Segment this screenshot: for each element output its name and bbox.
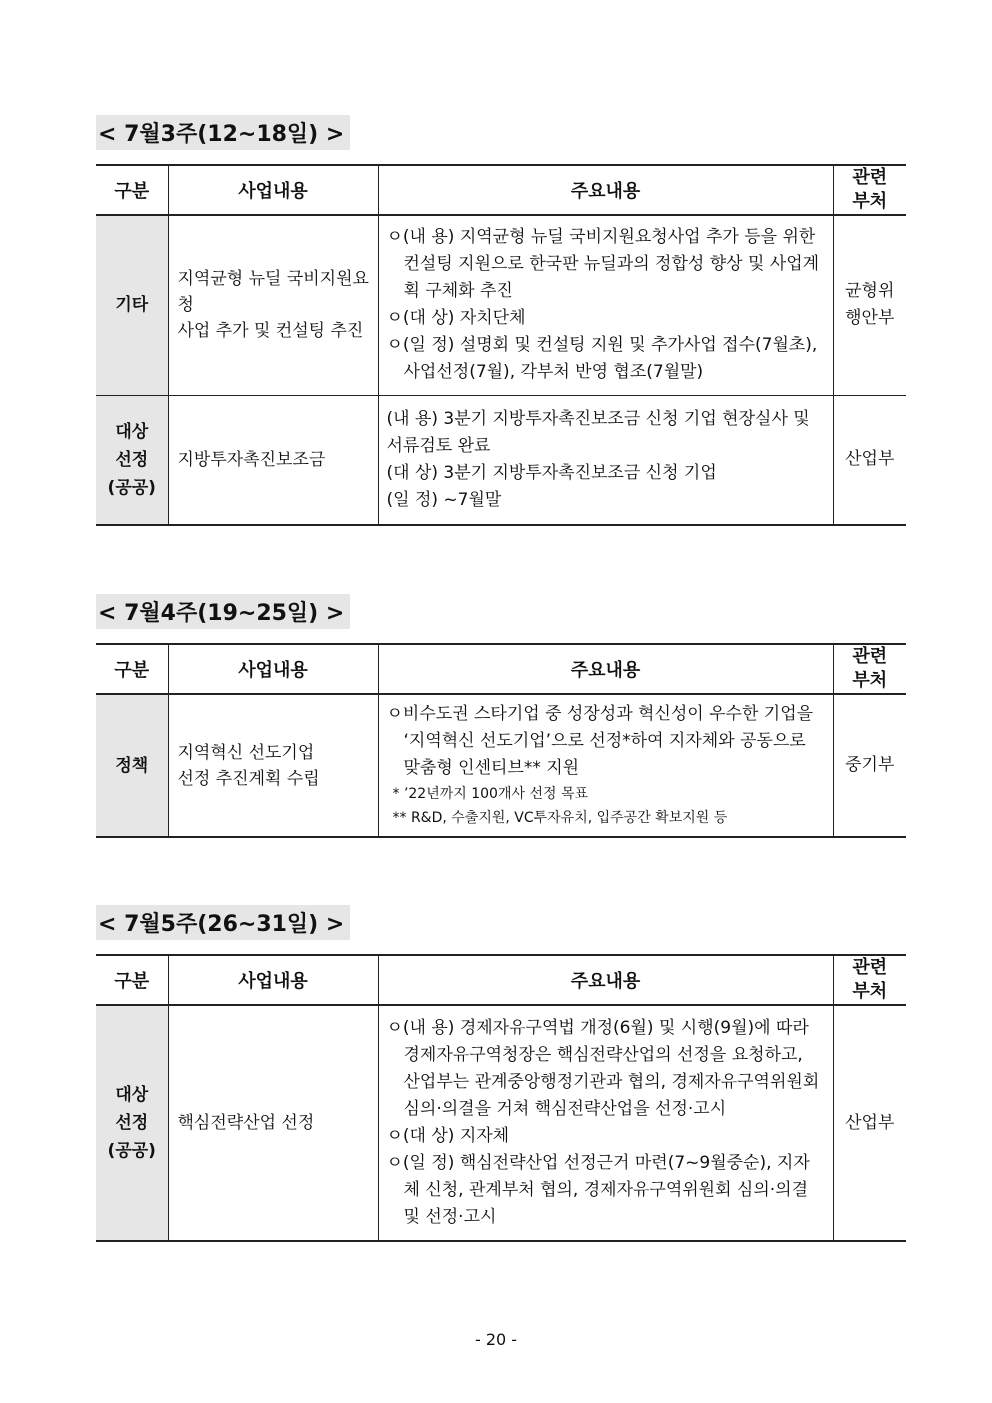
- row-dept: [833, 395, 906, 525]
- row-dept: [833, 1005, 906, 1241]
- header-project: 사업내용: [168, 165, 378, 215]
- header-content: 주요내용: [378, 955, 833, 1005]
- row-content: [378, 694, 833, 837]
- row-dept: [833, 215, 906, 395]
- header-dept: [833, 165, 906, 215]
- header-category: 구분: [96, 644, 168, 694]
- category-line: 대상: [115, 421, 149, 442]
- content-item: ㅇ(내 용) 경제자유구역법 개정(6월) 및 시행(9월)에 따라 경제자유구역청장은 핵심전략산업의 선정을 요청하고, 산업부는 관계중앙행정기관과 협의, 경제자유구역위원회 심의·의결을 거쳐 핵심전략산업을 선정·고시: [386, 1018, 820, 1119]
- project-line: 핵심전략산업 선정: [177, 1113, 315, 1133]
- content-item: ㅇ(대 상) 자치단체: [386, 308, 526, 329]
- table-header-row: [96, 644, 906, 694]
- header-project: 사업내용: [168, 955, 378, 1005]
- project-line: 지방투자촉진보조금: [177, 449, 326, 470]
- header-dept-line2: 부처: [852, 981, 888, 1002]
- section-heading: < 7월4주(19~25일) >: [96, 594, 350, 629]
- project-line: 선정 추진계획 수립: [177, 768, 320, 789]
- content-item: ㅇ(대 상) 지자체: [386, 1126, 510, 1146]
- header-content: 주요내용: [378, 644, 833, 694]
- header-dept-line2: 부처: [852, 670, 888, 691]
- content-item: ㅇ(일 정) 핵심전략산업 선정근거 마련(7~9월중순), 지자체 신청, 관계부처 협의, 경제자유구역위원회 심의·의결 및 선정·고시: [386, 1153, 810, 1227]
- row-dept: [833, 694, 906, 837]
- header-dept-line2: 부처: [852, 191, 888, 212]
- row-category: 정책: [96, 694, 168, 837]
- section-week3: [96, 115, 906, 526]
- header-content: 주요내용: [378, 165, 833, 215]
- table-row: [96, 395, 906, 525]
- content-item: ㅇ비수도권 스타기업 중 성장성과 혁신성이 우수한 기업을 ‘지역혁신 선도기업’으로 선정*하여 지자체와 공동으로 맞춤형 인센티브** 지원: [386, 704, 814, 778]
- header-dept: [833, 644, 906, 694]
- table-header-row: [96, 165, 906, 215]
- dept-line: 산업부: [845, 449, 895, 470]
- row-content: [378, 215, 833, 395]
- table-row: [96, 215, 906, 395]
- row-project: [168, 215, 378, 395]
- category-line: 선정: [115, 449, 149, 470]
- content-item: (내 용) 3분기 지방투자촉진보조금 신청 기업 현장실사 및 서류검토 완료: [386, 408, 810, 456]
- category-line: 선정: [115, 1113, 149, 1133]
- project-line: 사업 추가 및 컨설팅 추진: [177, 321, 364, 342]
- table-row: [96, 1005, 906, 1241]
- section-heading: < 7월5주(26~31일) >: [96, 905, 350, 940]
- dept-line: 중기부: [845, 755, 895, 775]
- page-number: - 20 -: [474, 1330, 518, 1349]
- schedule-table: [96, 164, 906, 526]
- content-item: (일 정) ~7월말: [386, 489, 502, 510]
- row-category: 기타: [96, 215, 168, 395]
- header-dept: [833, 955, 906, 1005]
- row-project: [168, 694, 378, 837]
- project-line: 지역혁신 선도기업: [177, 742, 315, 763]
- dept-line: 행안부: [845, 308, 895, 329]
- table-header-row: [96, 955, 906, 1005]
- category-line: 대상: [115, 1085, 149, 1105]
- section-heading: < 7월3주(12~18일) >: [96, 115, 350, 150]
- table-row: [96, 694, 906, 837]
- content-item: ㅇ(내 용) 지역균형 뉴딜 국비지원요청사업 추가 등을 위한 컨설팅 지원으로 한국판 뉴딜과의 정합성 향상 및 사업계획 구체화 추진: [386, 227, 820, 302]
- header-project: 사업내용: [168, 644, 378, 694]
- header-category: 구분: [96, 165, 168, 215]
- row-project: [168, 395, 378, 525]
- header-dept-line1: 관련: [852, 167, 888, 188]
- content-item: (대 상) 3분기 지방투자촉진보조금 신청 기업: [386, 462, 717, 483]
- schedule-table: [96, 954, 906, 1242]
- row-content: [378, 1005, 833, 1241]
- row-project: [168, 1005, 378, 1241]
- header-category: 구분: [96, 955, 168, 1005]
- dept-line: 산업부: [845, 1112, 895, 1133]
- footnote: ** R&D, 수출지원, VC투자유치, 입주공간 확보지원 등: [392, 810, 728, 826]
- section-week5: [96, 905, 906, 1242]
- footnote: * ’22년까지 100개사 선정 목표: [392, 786, 589, 802]
- header-dept-line1: 관련: [852, 646, 888, 667]
- project-line: 지역균형 뉴딜 국비지원요청: [177, 269, 369, 316]
- row-category: [96, 395, 168, 525]
- dept-line: 균형위: [845, 281, 895, 302]
- row-content: [378, 395, 833, 525]
- category-line: (공공): [107, 477, 156, 498]
- row-category: [96, 1005, 168, 1241]
- header-dept-line1: 관련: [852, 957, 888, 978]
- schedule-table: [96, 643, 906, 838]
- section-week4: [96, 594, 906, 838]
- category-line: (공공): [107, 1141, 156, 1161]
- content-item: ㅇ(일 정) 설명회 및 컨설팅 지원 및 추가사업 접수(7월초), 사업선정(7월), 각부처 반영 협조(7월말): [386, 335, 818, 383]
